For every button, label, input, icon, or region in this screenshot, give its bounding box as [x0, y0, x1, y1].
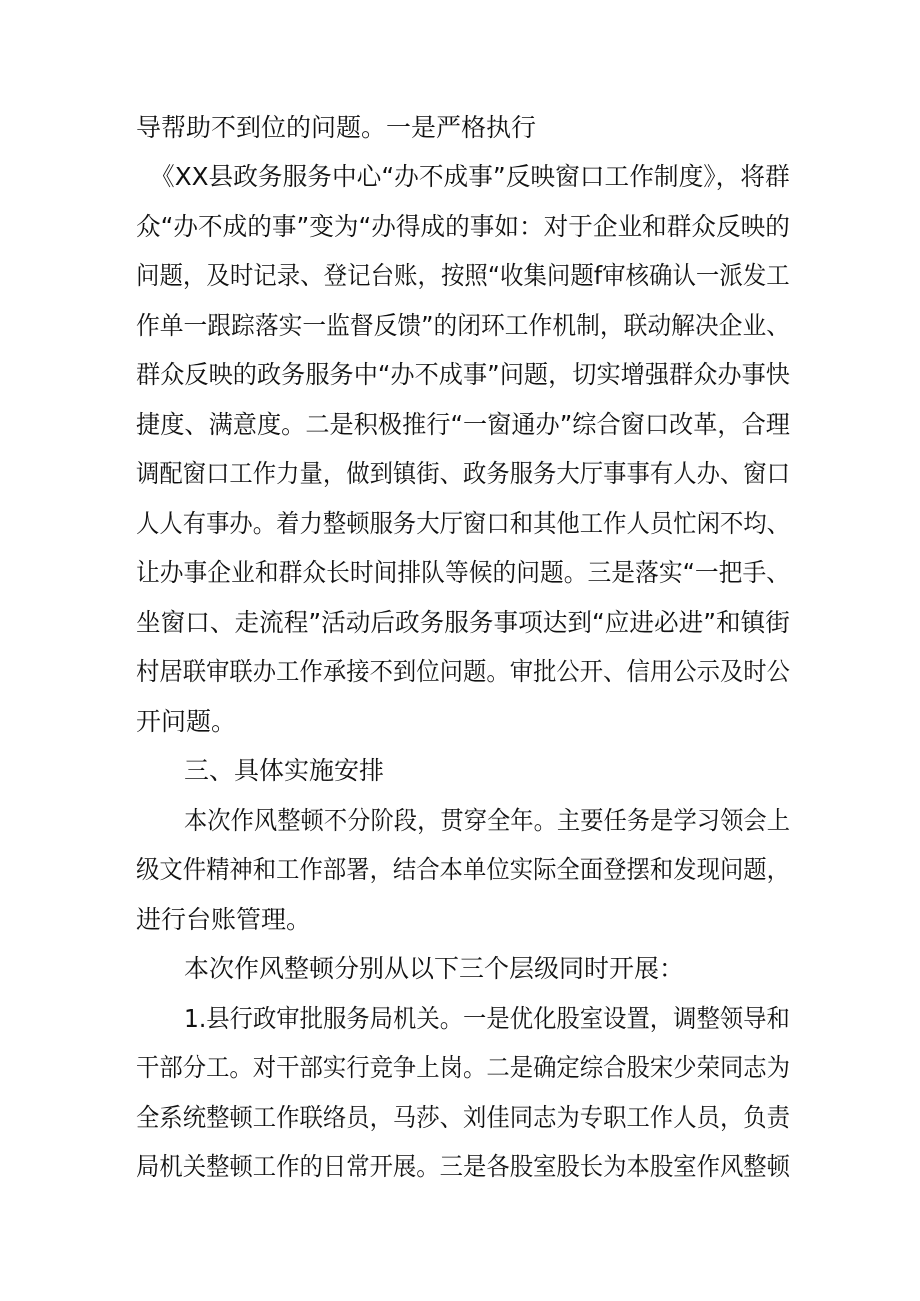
text-line: 调配窗口工作力量，做到镇街、政务服务大厅事事有人办、窗口: [136, 459, 791, 488]
text-line: 全系统整顿工作联络员，马莎、刘佳同志为专职工作人员，负责: [136, 1103, 791, 1132]
text-line: 人人有事办。着力整顿服务大厅窗口和其他工作人员忙闲不均、: [136, 509, 791, 538]
text-line: 本次作风整顿不分阶段，贯穿全年。主要任务是学习领会上: [184, 806, 791, 835]
text-line: 导帮助不到位的问题。一是严格执行: [136, 113, 537, 142]
text-line: 村居联审联办工作承接不到位问题。审批公开、信用公示及时公: [136, 657, 791, 686]
text-line: 问题，及时记录、登记台账，按照“收集问题f审核确认一派发工: [136, 261, 790, 290]
text-line: 作单一跟踪落实一监督反馈”的闭环工作机制，联动解决企业、: [136, 311, 790, 340]
text-line: 级文件精神和工作部署，结合本单位实际全面登摆和发现问题，: [136, 855, 791, 884]
text-line: 让办事企业和群众长时间排队等候的问题。三是落实“一把手、: [136, 558, 790, 587]
section-heading: 三、具体实施安排: [184, 756, 385, 785]
text-line: 本次作风整顿分别从以下三个层级同时开展：: [184, 954, 685, 983]
text-line: 干部分工。对干部实行竞争上岗。二是确定综合股宋少荣同志为: [136, 1053, 791, 1082]
text-line: 开问题。: [136, 707, 237, 736]
text-line: 众“办不成的事”变为“办得成的事如：对于企业和群众反映的: [136, 212, 790, 241]
list-item-label: 1.县行政审批服务局机关。一是优化股室设置，调整领导和: [184, 1004, 790, 1033]
text-line: 群众反映的政务服务中“办不成事”问题，切实增强群众办事快: [136, 360, 790, 389]
text-line: 局机关整顿工作的日常开展。三是各股室股长为本股室作风整顿: [136, 1152, 791, 1181]
text-line: 捷度、满意度。二是积极推行“一窗通办”综合窗口改革，合理: [136, 410, 790, 439]
text-line: 坐窗口、走流程”活动后政务服务事项达到“应进必进”和镇街: [136, 608, 790, 637]
text-line: 进行台账管理。: [136, 905, 312, 934]
text-line: 《XX县政务服务中心“办不成事”反映窗口工作制度》，将群: [150, 162, 790, 191]
